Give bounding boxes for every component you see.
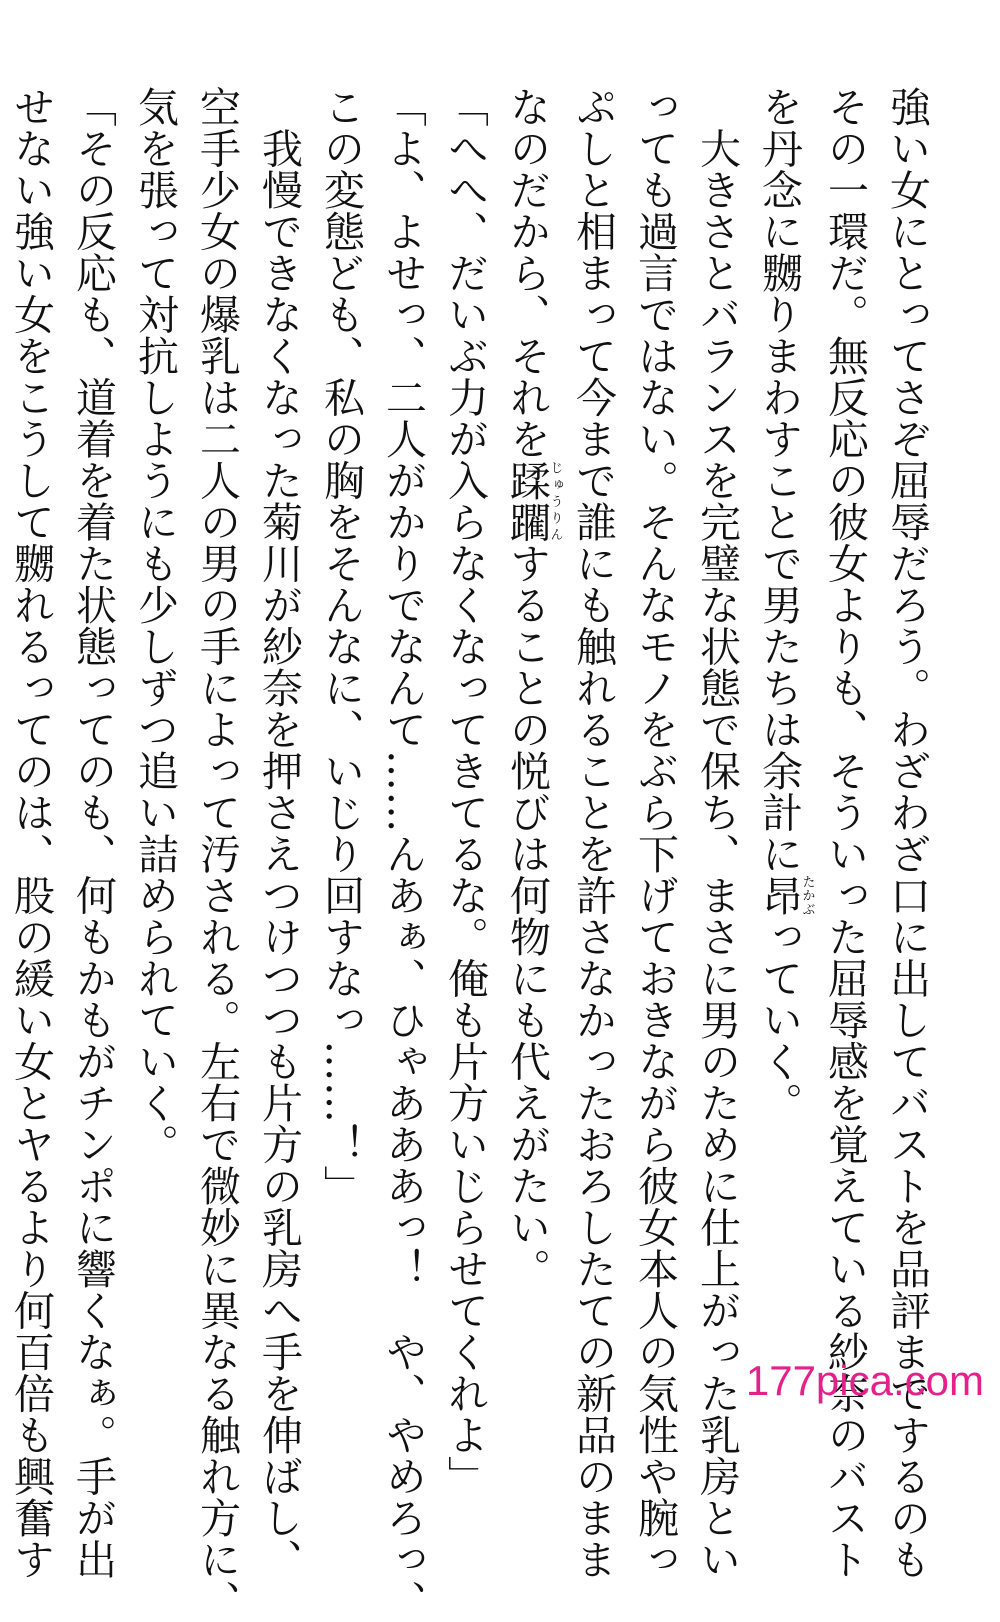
text-line: その一環だ。無反応の彼女よりも、そういった屈辱感を覚えている紗奈のバスト [821, 86, 869, 1580]
text-line: 「へへ、だいぶ力が入らなくなってきてるな。俺も片方いじらせてくれよ」 [441, 86, 489, 1497]
text-line: 強い女にとってさぞ屈辱だろう。わざわざ口に出してバストを品評までするのも [883, 86, 931, 1580]
text-segment: することの悦びは何物にも代えがたい。 [503, 542, 551, 1290]
text-line: っても過言ではない。そんなモノをぶら下げておきながら彼女本人の気性や腕っ [631, 86, 679, 1580]
text-line: 空手少女の爆乳は二人の男の手によって汚される。左右で微妙に異なる触れ方に、 [193, 86, 241, 1622]
text-line: 「その反応も、道着を着た状態ってのも、何もかもがチンポに響くなぁ。手が出 [69, 86, 117, 1580]
text-line: せない強い女をこうして嬲れるってのは、股の緩い女とヤるより何百倍も興奮す [7, 86, 55, 1580]
text-line: 「よ、よせっ、二人がかりでなんて……んあぁ、ひゃあああっ！ や、やめろっ、 [379, 86, 427, 1622]
text-line [748, 86, 814, 1366]
ruby-base: 蹂躙 [503, 459, 551, 543]
text-line: 大きさとバランスを完璧な状態で保ち、まさに男のために仕上がった乳房とい [693, 86, 741, 1580]
ruby-annotated-word [755, 874, 815, 917]
text-line: 我慢できなくなった菊川が紗奈を押さえつけつつも片方の乳房へ手を伸ばし、 [255, 86, 303, 1580]
site-watermark: 177pica.com [745, 1357, 984, 1404]
text-segment: を丹念に嬲りまわすことで男たちは余計に [755, 86, 803, 875]
ruby-annotated-word [503, 459, 563, 543]
text-line: ぷしと相まって今まで誰にも触れることを許さなかったおろしたての新品のまま [569, 86, 617, 1580]
ruby-base: 昂 [755, 874, 803, 916]
ruby-reading: たかぶ [799, 874, 815, 916]
text-segment: なのだから、それを [503, 86, 551, 460]
ruby-reading: じゅうりん [547, 459, 563, 543]
text-line [496, 86, 562, 1366]
text-line: 気を張って対抗しようにも少しずつ追い詰められていく。 [131, 86, 179, 1165]
text-segment: っていく。 [755, 916, 803, 1124]
text-line: この変態ども、私の胸をそんなに、いじり回すなっ……！」 [317, 86, 365, 1207]
